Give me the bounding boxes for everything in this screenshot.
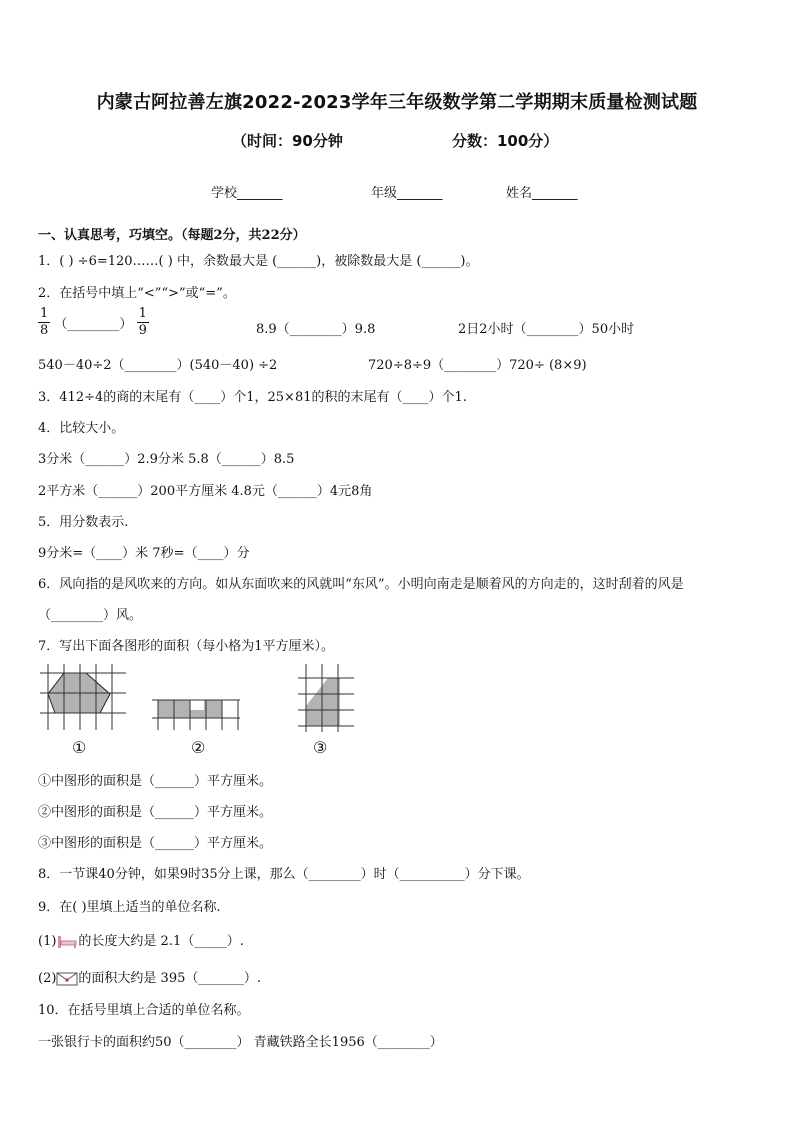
question-3: 3．412÷4的商的末尾有（____）个1，25×81的积的末尾有（____）个1.: [38, 390, 467, 405]
figure-label-3: ③: [313, 738, 328, 757]
question-9a: (1) 的长度大约是 2.1（_____）.: [38, 934, 244, 949]
trapezoid-shape: [306, 678, 340, 726]
exam-score: 分数：100分）: [452, 132, 559, 150]
question-4b: 2平方米（______）200平方厘米 4.8元（______）4元8角: [38, 484, 373, 499]
grid-figure-1: [40, 664, 126, 730]
question-7: 7．写出下面各图形的面积（每小格为1平方厘米）。: [38, 639, 335, 654]
question-10a: 一张银行卡的面积约50（________） 青藏铁路全长1956（________）: [38, 1035, 443, 1050]
section-heading: 一、认真思考，巧填空。（每题2分，共22分）: [38, 228, 306, 243]
page-title: 内蒙古阿拉善左旗2022-2023学年三年级数学第二学期期末质量检测试题: [96, 92, 698, 113]
figure-label-1: ①: [72, 738, 87, 757]
question-6: 6．风向指的是风吹来的方向。如从东面吹来的风就叫“东风”。小明向南走是顺着风的方向走的，这时刮着的风是: [38, 577, 684, 592]
name-field: 姓名_______: [506, 186, 578, 201]
question-6-answer: （________）风。: [38, 608, 143, 623]
question-2: 2．在括号中填上“<”“>”或“=”。: [38, 286, 236, 301]
grid-figure-3: [298, 664, 354, 732]
envelope-icon: [56, 972, 78, 986]
bed-icon: [56, 934, 78, 950]
question-9b: (2) 的面积大约是 395（_______）.: [38, 971, 261, 986]
question-4: 4．比较大小。: [38, 421, 125, 436]
fraction-blank: （________）: [54, 317, 133, 332]
question-2e: 720÷8÷9（________）720÷ (8×9): [368, 358, 587, 373]
question-2b: 8.9（________）9.8: [256, 322, 376, 337]
question-7b: ②中图形的面积是（______）平方厘米。: [38, 805, 273, 820]
question-2d: 540－40÷2（________）(540－40) ÷2: [38, 358, 278, 373]
school-field: 学校_______: [211, 186, 283, 201]
question-9: 9．在( )里填上适当的单位名称.: [38, 900, 221, 915]
grid-figure-2: [152, 696, 240, 730]
fraction-1-9: $\frac{1}{9}$: [138, 306, 147, 338]
question-7a: ①中图形的面积是（______）平方厘米。: [38, 774, 273, 789]
figure-label-2: ②: [191, 738, 206, 757]
question-4a: 3分米（______）2.9分米 5.8（______）8.5: [38, 452, 295, 467]
question-1: 1．( ) ÷6=120……( ) 中，余数最大是 (______)，被除数最大是 (______)。: [38, 254, 479, 269]
question-7c: ③中图形的面积是（______）平方厘米。: [38, 836, 273, 851]
grade-field: 年级_______: [371, 186, 443, 201]
question-2c: 2日2小时（________）50小时: [458, 322, 635, 337]
question-5a: 9分米=（____）米 7秒=（____）分: [38, 546, 250, 561]
question-5: 5．用分数表示.: [38, 515, 129, 530]
exam-time: （时间：90分钟: [232, 132, 343, 150]
question-2-fraction-compare: [38, 306, 149, 339]
question-10: 10．在括号里填上合适的单位名称。: [38, 1003, 250, 1018]
fraction-1-8: $\frac{1}{8}$: [40, 306, 49, 338]
question-8: 8．一节课40分钟，如果9时35分上课，那么（________）时（__________）分下课。: [38, 867, 530, 882]
